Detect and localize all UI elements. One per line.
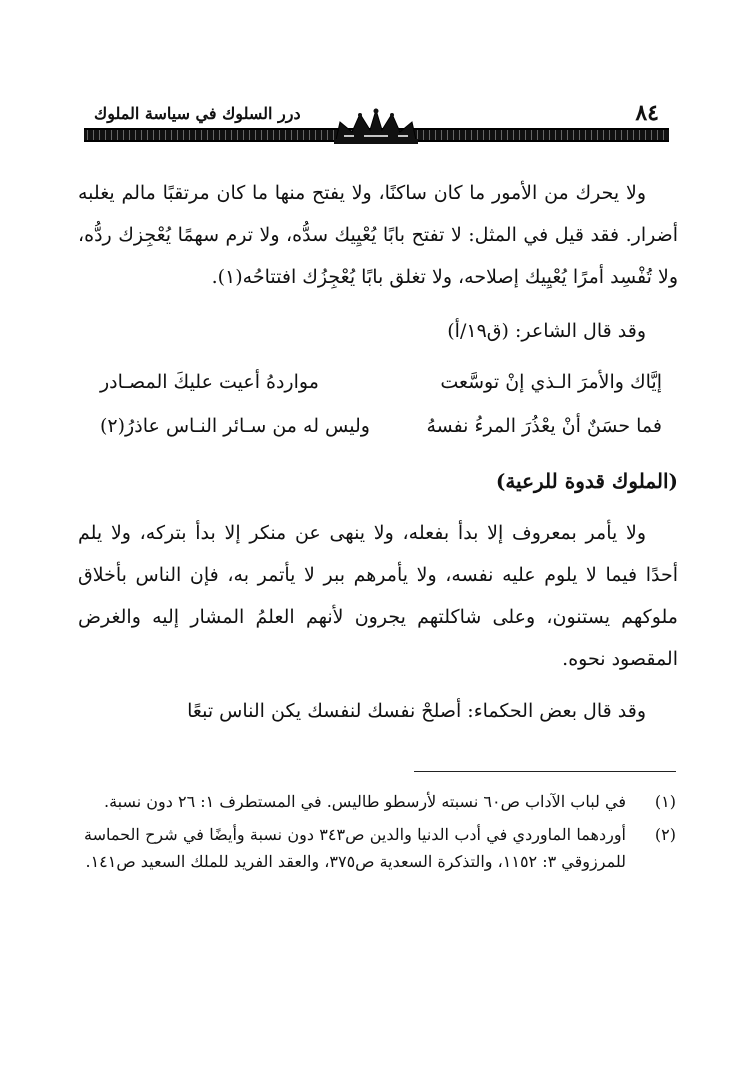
footnote-text: أوردهما الماوردي في أدب الدنيا والدين ص٣٤٣ دون نسبة وأيضًا في شرح الحماسة للمرزوقي ٣: ١١٥٢، والتذكرة السعدية ص٣٧٥، والعقد الفريد للملك السعيد ص١٤١.	[84, 825, 626, 871]
footnote	[84, 821, 676, 875]
footnote-separator	[414, 771, 676, 772]
poem-verses	[78, 360, 678, 448]
verse-line	[78, 404, 678, 448]
paragraph-2: ولا يأمر بمعروف إلا بدأ بفعله، ولا ينهى عن منكر إلا بدأ بتركه، ولا يلم أحدًا فيما لا يلوم عليه نفسه، ولا يأمرهم ببر لا يأتمر به، فإن الناس بأخلاق ملوكهم يستنون، وعلى شاكلتهم يجرون لأنهم العلمُ المشار إليه والغرض المقصود نحوه.	[78, 522, 678, 670]
paragraph-3: وقد قال بعض الحكماء: أصلحْ نفسك لنفسك يكن الناس تبعًا	[187, 700, 646, 722]
section-heading: (الملوك قدوة للرعية)	[495, 469, 678, 493]
verse-first-hemistich: فما حسَنٌ أنْ يعْذُرَ المرءُ نفسهُ	[426, 415, 662, 437]
footnote-mark: (٢)	[654, 825, 676, 844]
poet-intro: وقد قال الشاعر: (ق١٩/أ)	[447, 320, 646, 342]
main-text	[78, 172, 678, 732]
page-number: ٨٤	[635, 100, 659, 126]
footnote	[84, 788, 676, 815]
verse-first-hemistich: إيَّاك والأمرَ الـذي إنْ توسَّعت	[440, 371, 662, 393]
footnotes	[84, 788, 676, 881]
footnote-mark: (١)	[654, 792, 676, 811]
running-title: درر السلوك في سياسة الملوك	[94, 104, 301, 123]
verse-second-hemistich: مواردهُ أعيت عليكَ المصـادر	[100, 371, 319, 393]
crown-ornament-icon	[330, 106, 422, 146]
page-header	[84, 92, 669, 150]
paragraph-1: ولا يحرك من الأمور ما كان ساكنًا، ولا يفتح منها ما كان مرتقبًا مالم يغلبه أضرار. فقد قيل في المثل: لا تفتح بابًا يُعْيِيك سدُّه، ولا ترم سهمًا يُعْجِزك ردُّه، ولا تُفْسِد أمرًا يُعْيِيك إصلاحه، ولا تغلق بابًا يُعْجِزُك افتتاحُه(١).	[78, 182, 678, 288]
verse-second-hemistich: وليس له من سـائر النـاس عاذرُ(٢)	[100, 415, 370, 437]
verse-line	[78, 360, 678, 404]
footnote-text: في لباب الآداب ص٦٠ نسبته لأرسطو طاليس. في المستطرف ١: ٢٦ دون نسبة.	[103, 792, 626, 811]
